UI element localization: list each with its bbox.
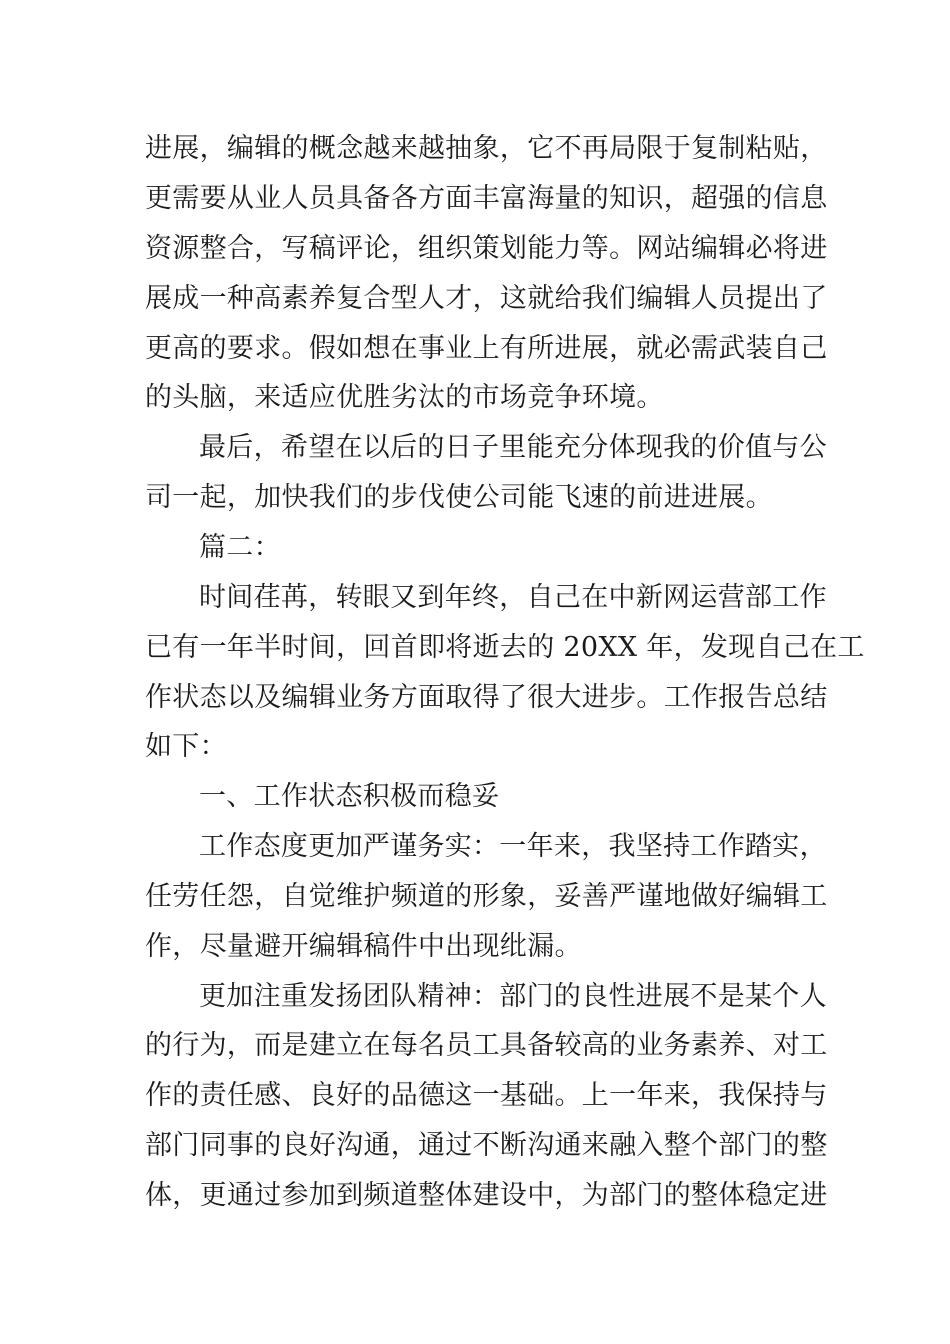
- text-line: 更高的要求。假如想在事业上有所进展，就必需武装自己: [145, 333, 828, 364]
- text-line: 部门同事的良好沟通，通过不断沟通来融入整个部门的整: [145, 1130, 828, 1161]
- section-heading: 篇二：: [199, 532, 281, 563]
- subsection-heading: 一、工作状态积极而稳妥: [199, 781, 500, 812]
- text-line: 任劳任怨，自觉维护频道的形象，妥善严谨地做好编辑工: [145, 881, 828, 912]
- text-line: 更需要从业人员具备各方面丰富海量的知识，超强的信息: [145, 183, 828, 214]
- text-line: 如下：: [145, 731, 227, 762]
- text-line: 资源整合，写稿评论，组织策划能力等。网站编辑必将进: [145, 233, 828, 264]
- text-line: 已有一年半时间，回首即将逝去的 20XX 年，发现自己在工: [145, 632, 865, 663]
- paragraph-first-line: 最后，希望在以后的日子里能充分体现我的价值与公: [199, 432, 827, 463]
- text-line: 作状态以及编辑业务方面取得了很大进步。工作报告总结: [145, 682, 828, 713]
- text-line: 进展，编辑的概念越来越抽象，它不再局限于复制粘贴，: [145, 133, 828, 164]
- paragraph-first-line: 更加注重发扬团队精神：部门的良性进展不是某个人: [199, 981, 827, 1012]
- text-line: 的行为，而是建立在每名员工具备较高的业务素养、对工: [145, 1030, 828, 1061]
- text-line: 作的责任感、良好的品德这一基础。上一年来，我保持与: [145, 1080, 828, 1111]
- text-line: 展成一种高素养复合型人才，这就给我们编辑人员提出了: [145, 283, 828, 314]
- paragraph-first-line: 工作态度更加严谨务实：一年来，我坚持工作踏实，: [199, 831, 827, 862]
- text-line: 体，更通过参加到频道整体建设中，为部门的整体稳定进: [145, 1180, 828, 1211]
- text-line: 的头脑，来适应优胜劣汰的市场竞争环境。: [145, 382, 664, 413]
- paragraph-first-line: 时间荏苒，转眼又到年终，自己在中新网运营部工作: [199, 582, 827, 613]
- text-line: 作，尽量避开编辑稿件中出现纰漏。: [145, 931, 582, 962]
- text-line: 司一起，加快我们的步伐使公司能飞速的前进进展。: [145, 482, 773, 513]
